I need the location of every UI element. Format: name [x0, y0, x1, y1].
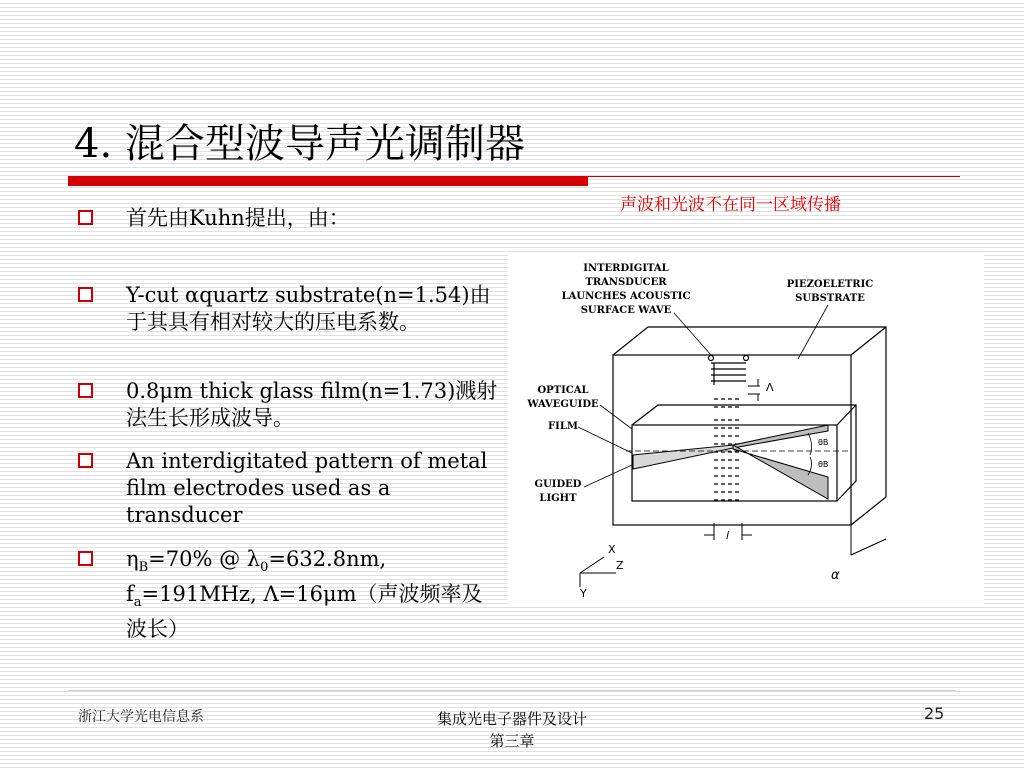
bullet-text: 0.8μm thick glass film(n=1.73)溅射法生长形成波导。 [126, 379, 498, 430]
bullet-item [78, 448, 498, 529]
theta-b-lower: θB [818, 460, 829, 469]
bullet-item [78, 378, 498, 432]
footer-course-line2: 第三章 [489, 732, 535, 750]
label-transducer-2: TRANSDUCER [585, 277, 667, 288]
slide-title: 4. 混合型波导声光调制器 [74, 121, 525, 167]
label-substrate-2: SUBSTRATE [795, 293, 865, 304]
page-number: 25 [924, 704, 945, 723]
label-transducer-1: INTERDIGITAL [583, 263, 669, 274]
footer-divider [68, 690, 956, 691]
label-transducer-4: SURFACE WAVE [580, 305, 672, 316]
axis-y-label: Y [580, 587, 587, 600]
bullet-text: 首先由Kuhn提出，由： [126, 206, 350, 230]
theta-b-upper: θB [818, 438, 829, 447]
bullet-text: Y-cut αquartz substrate(n=1.54)由于其具有相对较大的压电系数。 [126, 283, 491, 334]
label-transducer-3: LAUNCHES ACOUSTIC [561, 291, 691, 302]
footer-course-line1: 集成光电子器件及设计 [436, 710, 587, 728]
axis-z-label: Z [616, 559, 624, 572]
bullet-text-parameters: $\eta_B=70\%$ @ $\lambda_0=632.8nm$, $f_a=191MHz$, Λ=16μm（声波频率及波长） [126, 547, 483, 642]
coordinate-axes [580, 557, 616, 587]
bullet-item [78, 546, 498, 643]
bullet-item [78, 282, 498, 336]
label-substrate-1: PIEZOELETRIC [786, 279, 874, 290]
transducer-electrodes [709, 356, 749, 386]
bullet-square-icon [78, 383, 93, 398]
bullet-square-icon [78, 210, 93, 225]
bullet-item [78, 205, 498, 232]
red-note: 声波和光波不在同一区域传播 [620, 195, 841, 215]
label-film: FILM [548, 421, 578, 432]
bragg-angle-arc-upper [808, 433, 812, 455]
label-guided-1: GUIDED [534, 479, 582, 490]
label-guided-2: LIGHT [539, 493, 577, 504]
axis-x-label: X [608, 543, 616, 556]
footer-department: 浙江大学光电信息系 [78, 709, 204, 725]
l-symbol: l [726, 529, 730, 542]
title-underline-thin [588, 176, 960, 177]
title-underline-bar [68, 176, 588, 186]
leader-lines [578, 305, 828, 487]
alpha-symbol: α [831, 568, 840, 583]
footer-course [380, 708, 644, 752]
bullet-square-icon [78, 453, 93, 468]
label-waveguide-2: WAVEGUIDE [527, 399, 599, 410]
label-waveguide-1: OPTICAL [537, 385, 589, 396]
bullet-square-icon [78, 551, 93, 566]
lambda-symbol: Λ [766, 381, 774, 394]
bullet-square-icon [78, 287, 93, 302]
acousto-optic-diagram [508, 255, 984, 607]
bullet-text: An interdigitated pattern of metal film electrodes used as a transducer [126, 449, 488, 527]
diagram-svg [508, 255, 984, 607]
substrate-block [613, 327, 886, 525]
alpha-slant [851, 539, 886, 555]
lambda-dimension [748, 379, 760, 401]
